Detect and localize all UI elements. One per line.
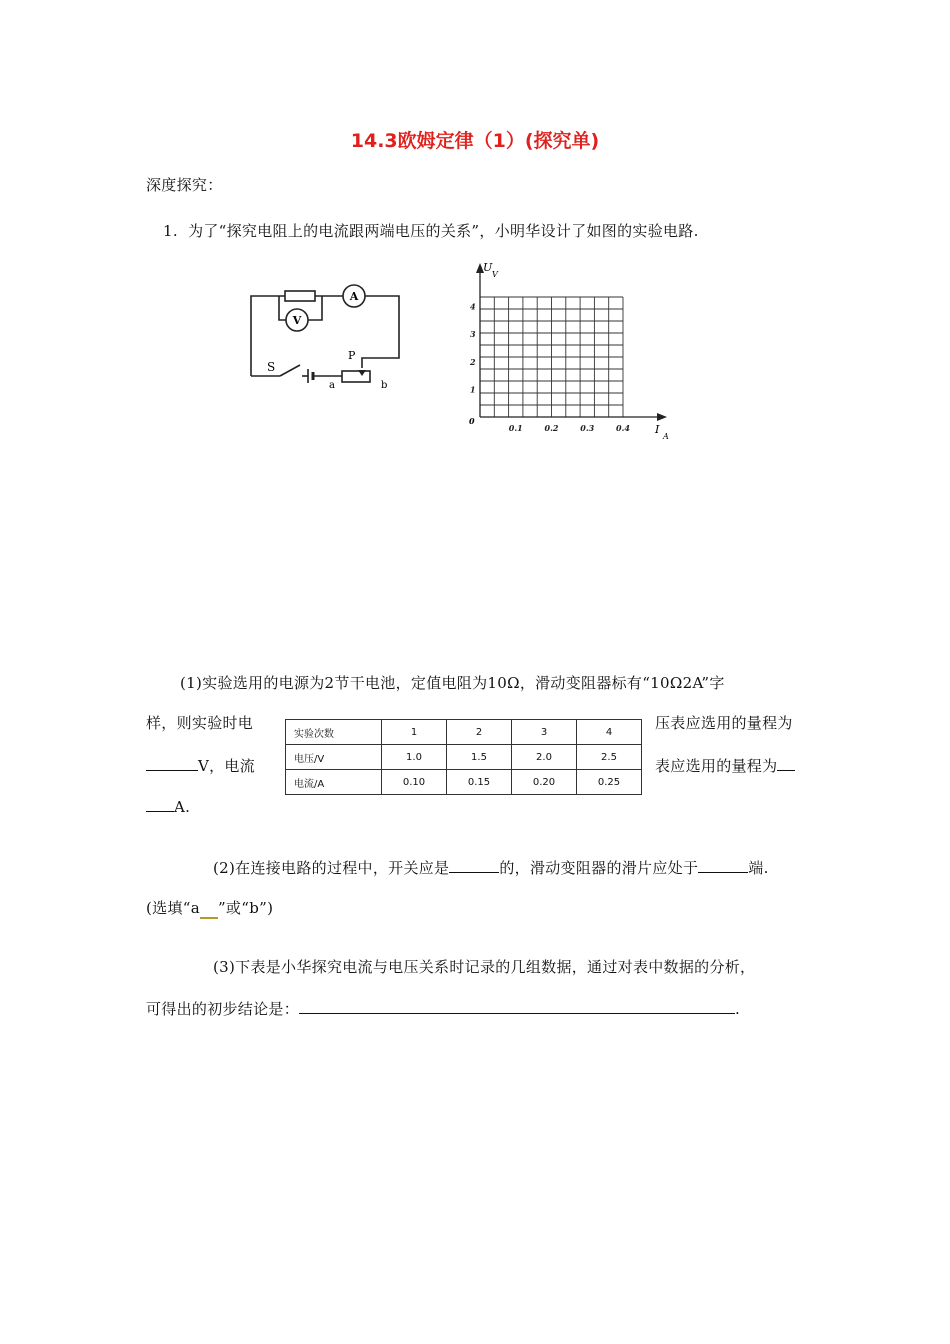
part2-line2-a: (选填“a (146, 899, 200, 917)
part3-line2-end: . (735, 1000, 741, 1018)
circuit-wire-right (362, 296, 399, 368)
question-number: 1. (163, 222, 178, 240)
y-axis-unit: V (492, 270, 498, 279)
voltage-range-blank[interactable] (146, 756, 198, 771)
rheostat-end-b-label: b (381, 380, 388, 391)
table-row-header: 电压/V (286, 745, 382, 770)
x-tick-label: 0.2 (544, 423, 559, 433)
part1-line1: (1)实验选用的电源为2节干电池，定值电阻为10Ω，滑动变阻器标有“10Ω2A”字 (180, 674, 725, 692)
table-cell: 0.15 (447, 770, 512, 795)
part1-line3-right (655, 755, 795, 776)
table-cell: 2.0 (512, 745, 577, 770)
part1-line2-left: 样，则实验时电 (146, 714, 254, 732)
ammeter-letter: A (349, 290, 359, 303)
x-axis-unit: A (663, 432, 669, 441)
table-cell: 0.25 (577, 770, 642, 795)
rheostat-icon (342, 371, 370, 382)
part3-line2-a: 可得出的初步结论是： (146, 1000, 300, 1018)
part2-line1-b: 的，滑动变阻器的滑片应处于 (499, 859, 699, 877)
part2-line1-c: 端. (748, 859, 769, 877)
answer-mark (200, 899, 218, 919)
part1-line3-left (146, 755, 255, 776)
circuit-diagram (240, 280, 410, 395)
table-cell: 1.5 (447, 745, 512, 770)
page-title: 14.3欧姆定律（1）(探究单) (350, 130, 600, 152)
data-table (285, 719, 642, 795)
table-row (286, 720, 642, 745)
origin-label: 0 (469, 416, 475, 426)
table-cell: 3 (512, 720, 577, 745)
table-cell: 0.20 (512, 770, 577, 795)
part2-line1-a: (2)在连接电路的过程中，开关应是 (213, 859, 450, 877)
part2-line2-b: ”或“b”) (217, 899, 274, 917)
y-tick-label: 2 (470, 356, 476, 367)
part1-line4 (146, 797, 190, 816)
question-text: 为了“探究电阻上的电流跟两端电压的关系”，小明华设计了如图的实验电路. (188, 222, 699, 240)
table-cell: 0.10 (382, 770, 447, 795)
slider-arrow-icon (358, 370, 366, 376)
part2-line2 (146, 897, 273, 919)
table-cell: 2.5 (577, 745, 642, 770)
u-i-chart (455, 255, 675, 455)
y-axis-label: U (483, 261, 493, 274)
table-row (286, 745, 642, 770)
switch-label: S (267, 360, 276, 374)
table-cell: 2 (447, 720, 512, 745)
table-row-header: 电流/A (286, 770, 382, 795)
voltmeter-letter: V (292, 314, 302, 327)
table-cell: 1.0 (382, 745, 447, 770)
part1-line3-tail: V，电流 (198, 757, 256, 775)
current-range-blank-end[interactable] (146, 797, 174, 812)
part2-line1 (213, 857, 769, 878)
x-tick-label: 0.4 (616, 423, 630, 433)
table-cell: 1 (382, 720, 447, 745)
x-tick-label: 0.3 (580, 423, 595, 433)
section-heading: 深度探究： (146, 176, 223, 194)
question-1 (163, 220, 699, 241)
table-row-header: 实验次数 (286, 720, 382, 745)
table-row (286, 770, 642, 795)
part1-line2-right: 压表应选用的量程为 (655, 714, 793, 732)
switch-state-blank[interactable] (449, 858, 499, 873)
conclusion-blank[interactable] (299, 999, 735, 1014)
part1-line3-right-text: 表应选用的量程为 (655, 757, 778, 775)
y-tick-label: 4 (470, 301, 476, 312)
rheostat-end-a-label: a (329, 380, 335, 391)
x-axis-arrow-icon (657, 413, 667, 421)
part3-line1: (3)下表是小华探究电流与电压关系时记录的几组数据，通过对表中数据的分析， (213, 958, 756, 976)
y-tick-label: 1 (470, 384, 476, 395)
part1-line4-tail: A. (174, 798, 191, 816)
y-tick-label: 3 (470, 329, 476, 340)
resistor-icon (285, 291, 315, 301)
x-axis-label: I (655, 423, 660, 436)
switch-icon (280, 365, 300, 376)
current-range-blank-start[interactable] (777, 756, 795, 771)
table-cell: 4 (577, 720, 642, 745)
slider-label: P (348, 349, 356, 362)
part3-line2 (146, 998, 740, 1019)
slider-end-blank[interactable] (698, 858, 748, 873)
x-tick-label: 0.1 (508, 423, 523, 433)
